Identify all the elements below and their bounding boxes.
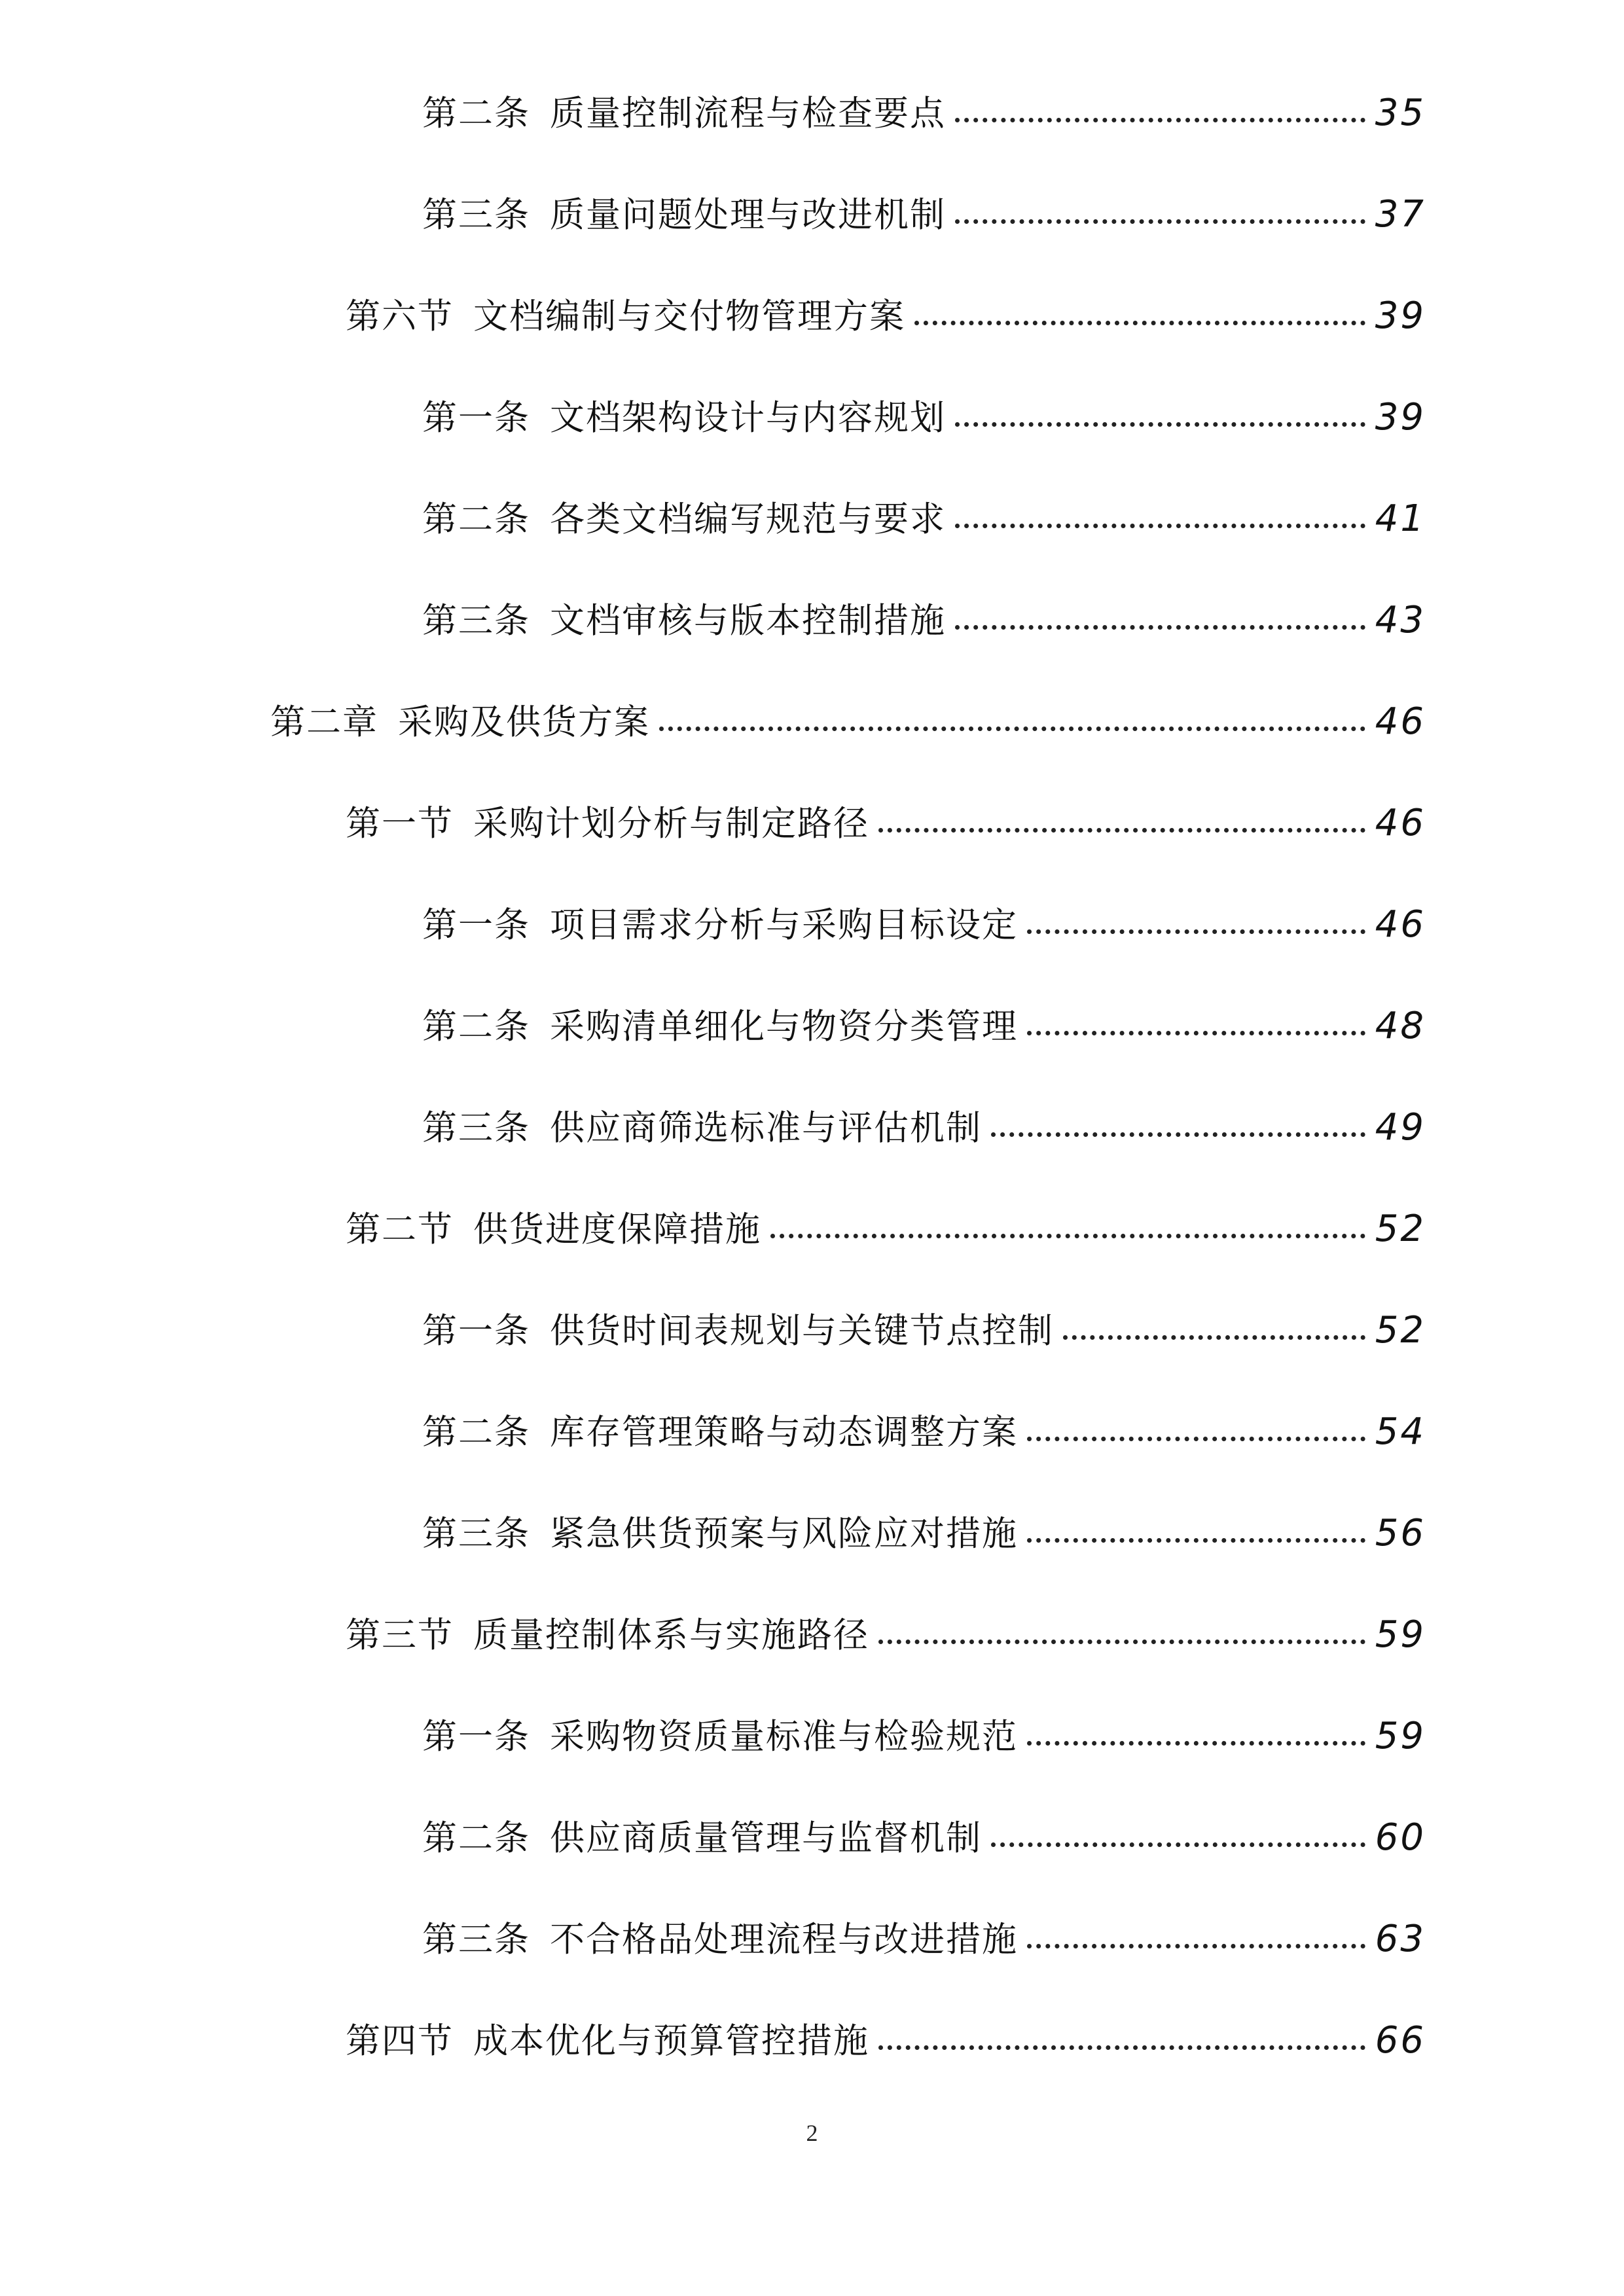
toc-entry-title: 各类文档编写规范与要求 bbox=[550, 499, 946, 539]
dot-leader bbox=[878, 828, 1365, 833]
toc-entry-page: 52 bbox=[1375, 1208, 1426, 1250]
toc-entry[interactable] bbox=[422, 1910, 1426, 1969]
toc-entry-page: 39 bbox=[1375, 396, 1426, 439]
toc-entry-title: 文档审核与版本控制措施 bbox=[550, 601, 946, 641]
toc-entry-number: 第一节 bbox=[346, 804, 454, 844]
toc-entry-number: 第三条 bbox=[422, 1920, 530, 1960]
toc-entry-title: 供应商筛选标准与评估机制 bbox=[550, 1108, 982, 1148]
toc-entry-title: 成本优化与预算管控措施 bbox=[473, 2021, 869, 2061]
toc-entry-number: 第二条 bbox=[422, 94, 530, 134]
dot-leader bbox=[1027, 929, 1365, 934]
toc-entry-number: 第三条 bbox=[422, 1514, 530, 1554]
toc-entry[interactable] bbox=[270, 692, 1426, 751]
toc-entry-number: 第六节 bbox=[346, 296, 454, 336]
toc-entry[interactable] bbox=[346, 1605, 1426, 1664]
toc-entry-number: 第一条 bbox=[422, 398, 530, 438]
toc-entry[interactable] bbox=[422, 1098, 1426, 1157]
toc-entry-page: 46 bbox=[1375, 903, 1426, 946]
toc-entry-title: 质量控制体系与实施路径 bbox=[473, 1615, 869, 1655]
dot-leader bbox=[955, 219, 1365, 224]
toc-entry-number: 第三条 bbox=[422, 1108, 530, 1148]
toc-entry[interactable] bbox=[422, 591, 1426, 650]
toc-entry-title: 文档编制与交付物管理方案 bbox=[473, 296, 905, 336]
toc-entry[interactable] bbox=[422, 490, 1426, 548]
toc-entry-title: 不合格品处理流程与改进措施 bbox=[550, 1920, 1018, 1960]
toc-entry[interactable] bbox=[346, 1200, 1426, 1259]
toc-entry-page: 41 bbox=[1375, 497, 1426, 540]
toc-entry[interactable] bbox=[422, 1301, 1426, 1360]
dot-leader bbox=[770, 1234, 1365, 1238]
toc-entry-page: 46 bbox=[1375, 700, 1426, 743]
toc-entry-number: 第三条 bbox=[422, 195, 530, 235]
toc-entry-title: 供货时间表规划与关键节点控制 bbox=[550, 1311, 1054, 1351]
dot-leader bbox=[878, 2045, 1365, 2050]
dot-leader bbox=[1063, 1335, 1365, 1340]
toc-entry-number: 第二节 bbox=[346, 1210, 454, 1249]
toc-entry[interactable] bbox=[346, 2011, 1426, 2070]
toc-entry-title: 紧急供货预案与风险应对措施 bbox=[550, 1514, 1018, 1554]
toc-entry-title: 采购及供货方案 bbox=[398, 702, 650, 742]
dot-leader bbox=[1027, 1031, 1365, 1035]
toc-entry-title: 质量问题处理与改进机制 bbox=[550, 195, 946, 235]
toc-entry-title: 项目需求分析与采购目标设定 bbox=[550, 905, 1018, 945]
toc-entry-number: 第四节 bbox=[346, 2021, 454, 2061]
toc-entry-page: 63 bbox=[1375, 1918, 1426, 1960]
toc-entry-number: 第二条 bbox=[422, 1007, 530, 1047]
toc-entry-page: 66 bbox=[1375, 2019, 1426, 2062]
toc-entry-title: 质量控制流程与检查要点 bbox=[550, 94, 946, 134]
toc-entry-number: 第一条 bbox=[422, 1717, 530, 1757]
dot-leader bbox=[991, 1842, 1365, 1847]
toc-entry-page: 56 bbox=[1375, 1512, 1426, 1554]
toc-entry-page: 60 bbox=[1375, 1816, 1426, 1859]
toc-entry-title: 采购计划分析与制定路径 bbox=[473, 804, 869, 844]
toc-entry-page: 35 bbox=[1375, 92, 1426, 134]
dot-leader bbox=[1027, 1437, 1365, 1441]
toc-entry-page: 59 bbox=[1375, 1715, 1426, 1757]
page-number: 2 bbox=[806, 2120, 818, 2146]
dot-leader bbox=[955, 118, 1365, 122]
toc-entry-number: 第二条 bbox=[422, 1412, 530, 1452]
toc-entry-title: 供应商质量管理与监督机制 bbox=[550, 1818, 982, 1858]
toc-entry[interactable] bbox=[346, 287, 1426, 346]
dot-leader bbox=[991, 1132, 1365, 1137]
toc-entry-number: 第三节 bbox=[346, 1615, 454, 1655]
toc-entry[interactable] bbox=[422, 388, 1426, 447]
dot-leader bbox=[955, 524, 1365, 528]
toc-entry[interactable] bbox=[422, 1403, 1426, 1462]
toc-entry-number: 第一条 bbox=[422, 1311, 530, 1351]
toc-entry-number: 第二条 bbox=[422, 499, 530, 539]
dot-leader bbox=[1027, 1741, 1365, 1746]
toc-entry[interactable] bbox=[422, 1707, 1426, 1766]
toc-entry[interactable] bbox=[422, 84, 1426, 143]
toc-entry[interactable] bbox=[346, 794, 1426, 853]
toc-entry-title: 供货进度保障措施 bbox=[473, 1210, 761, 1249]
dot-leader bbox=[878, 1640, 1365, 1644]
toc-entry-number: 第三条 bbox=[422, 601, 530, 641]
dot-leader bbox=[914, 321, 1365, 325]
toc-entry-page: 49 bbox=[1375, 1106, 1426, 1149]
dot-leader bbox=[955, 422, 1365, 427]
toc-entry-page: 54 bbox=[1375, 1410, 1426, 1453]
toc-entry[interactable] bbox=[422, 997, 1426, 1056]
toc-entry-page: 43 bbox=[1375, 599, 1426, 641]
toc-entry-number: 第一条 bbox=[422, 905, 530, 945]
toc-entry-title: 文档架构设计与内容规划 bbox=[550, 398, 946, 438]
toc-entry[interactable] bbox=[422, 1504, 1426, 1563]
toc-entry[interactable] bbox=[422, 1808, 1426, 1867]
dot-leader bbox=[1027, 1944, 1365, 1948]
toc-entry-page: 59 bbox=[1375, 1613, 1426, 1656]
toc-entry-number: 第二章 bbox=[270, 702, 378, 742]
toc-entry-page: 46 bbox=[1375, 802, 1426, 844]
toc-entry[interactable] bbox=[422, 895, 1426, 954]
toc-entry-title: 采购物资质量标准与检验规范 bbox=[550, 1717, 1018, 1757]
dot-leader bbox=[1027, 1538, 1365, 1543]
dot-leader bbox=[955, 625, 1365, 630]
toc-entry-page: 52 bbox=[1375, 1309, 1426, 1352]
toc-entry-page: 48 bbox=[1375, 1005, 1426, 1047]
toc-entry-title: 库存管理策略与动态调整方案 bbox=[550, 1412, 1018, 1452]
toc-entry-page: 37 bbox=[1375, 193, 1426, 236]
dot-leader bbox=[659, 726, 1365, 731]
toc-entry-number: 第二条 bbox=[422, 1818, 530, 1858]
toc-entry[interactable] bbox=[422, 185, 1426, 244]
toc-entry-title: 采购清单细化与物资分类管理 bbox=[550, 1007, 1018, 1047]
toc-entry-page: 39 bbox=[1375, 295, 1426, 337]
